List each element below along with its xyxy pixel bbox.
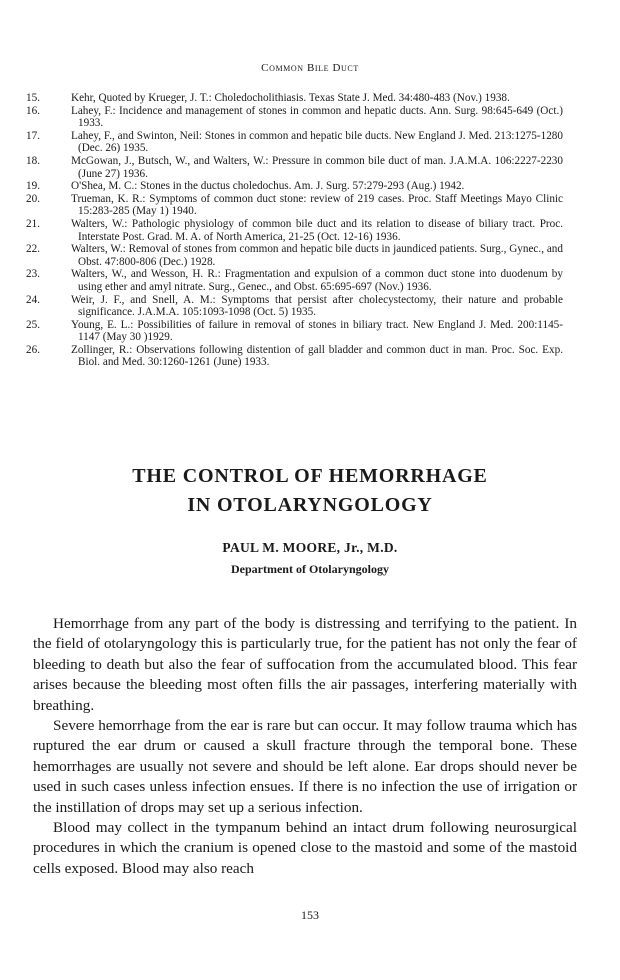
reference-text: O'Shea, M. C.: Stones in the ductus choledochus. Am. J. Surg. 57:279-293 (Aug.) 1942. — [71, 180, 465, 193]
author-department: Department of Otolaryngology — [231, 562, 389, 576]
reference-text: Kehr, Quoted by Krueger, J. T.: Choledocholithiasis. Texas State J. Med. 34:480-483 (Nov.) 1938. — [71, 92, 510, 104]
reference-number: 24. — [26, 293, 40, 306]
reference-number: 26. — [26, 343, 40, 356]
article-header — [0, 462, 620, 577]
reference-number: 16. — [26, 104, 40, 117]
reference-text: Young, E. L.: Possibilities of failure in removal of stones in biliary tract. New England J. Med. 200:1145-1147 (May 30 )1929. — [71, 318, 563, 344]
reference-text: Walters, W.: Removal of stones from common and hepatic bile ducts in jaundiced patients. Surg., Gynec., and Obst. 47:800-806 (Dec.) 1928. — [71, 243, 563, 268]
reference-text: Lahey, F.: Incidence and management of stones in common and hepatic ducts. Ann. Surg. 98:645-649 (Oct.) 1933. — [71, 104, 563, 130]
reference-text: Weir, J. F., and Snell, A. M.: Symptoms that persist after cholecystectomy, their nature and probable significance. J.A.M.A. 105:1093-1098 (Oct. 5) 1935. — [71, 293, 563, 319]
reference-item — [26, 129, 563, 155]
reference-text: Zollinger, R.: Observations following distention of gall bladder and common duct in man. Proc. Soc. Exp. Biol. and Med. 30:1260-1261 (June) 1933. — [71, 343, 563, 369]
body-paragraph: Severe hemorrhage from the ear is rare but can occur. It may follow trauma which has ruptured the ear drum or caused a skull fracture through the temporal bone. These hemorrhages are usually not severe and should be left alone. Ear drops should never be used in such cases unless infection ensues. If there is no infection the use of irrigation or the instillation of drops may set up a serious infection. — [33, 717, 577, 816]
page-number: 153 — [301, 908, 319, 922]
reference-number: 19. — [26, 180, 40, 193]
body-paragraph: Blood may collect in the tympanum behind an intact drum following neurosurgical procedures in which the cranium is opened close to the mastoid and some of the mastoid cells exposed. Blood may also reach — [33, 819, 577, 877]
reference-list — [26, 92, 563, 369]
reference-text: McGowan, J., Butsch, W., and Walters, W.: Pressure in common bile duct of man. J.A.M.A. 106:2227-2230 (June 27) 1936. — [71, 154, 563, 180]
reference-text: Trueman, K. R.: Symptoms of common duct stone: review of 219 cases. Proc. Staff Meetings Mayo Clinic 15:283-285 (May 1) 1940. — [71, 192, 563, 218]
body-paragraph: Hemorrhage from any part of the body is distressing and terrifying to the patient. In the field of otolaryngology this is particularly true, for the patient has not only the fear of bleeding to death but also the fear of suffocation from the accumulated blood. This fear arises because the bleeding most often fills the air passages, interfering materially with breathing. — [33, 615, 577, 714]
reference-number: 21. — [26, 217, 40, 230]
article-title-line-1: THE CONTROL OF HEMORRHAGE — [132, 465, 488, 487]
author-name: PAUL M. MOORE, Jr., M.D. — [222, 540, 398, 555]
reference-text: Lahey, F., and Swinton, Neil: Stones in common and hepatic bile ducts. New England J. Med. 213:1275-1280 (Dec. 26) 1935. — [71, 129, 563, 155]
reference-text: Walters, W.: Pathologic physiology of common bile duct and its relation to disease of biliary tract. Proc. Interstate Post. Grad. M. A. of North America, 21-25 (Oct. 12-16) 1936. — [71, 217, 563, 243]
reference-item — [26, 243, 563, 268]
reference-item — [26, 180, 563, 193]
reference-item — [26, 343, 563, 369]
reference-item — [26, 318, 563, 344]
reference-number: 17. — [26, 129, 40, 142]
reference-item — [26, 104, 563, 130]
reference-number: 25. — [26, 318, 40, 331]
reference-item — [26, 92, 563, 105]
article-body — [33, 614, 577, 879]
reference-item — [26, 217, 563, 243]
reference-text: Walters, W., and Wesson, H. R.: Fragmentation and expulsion of a common duct stone into duodenum by using ether and amyl nitrate. Surg., Genec., and Obst. 65:695-697 (Nov.) 1936. — [71, 268, 563, 293]
reference-item — [26, 268, 563, 293]
reference-number: 15. — [26, 92, 40, 104]
reference-number: 23. — [26, 268, 40, 281]
reference-item — [26, 154, 563, 180]
reference-number: 20. — [26, 192, 40, 205]
running-head: Common Bile Duct — [261, 62, 359, 74]
reference-item — [26, 293, 563, 319]
reference-number: 18. — [26, 154, 40, 167]
article-title-line-2: IN OTOLARYNGOLOGY — [187, 494, 433, 516]
reference-item — [26, 192, 563, 218]
reference-number: 22. — [26, 243, 40, 256]
